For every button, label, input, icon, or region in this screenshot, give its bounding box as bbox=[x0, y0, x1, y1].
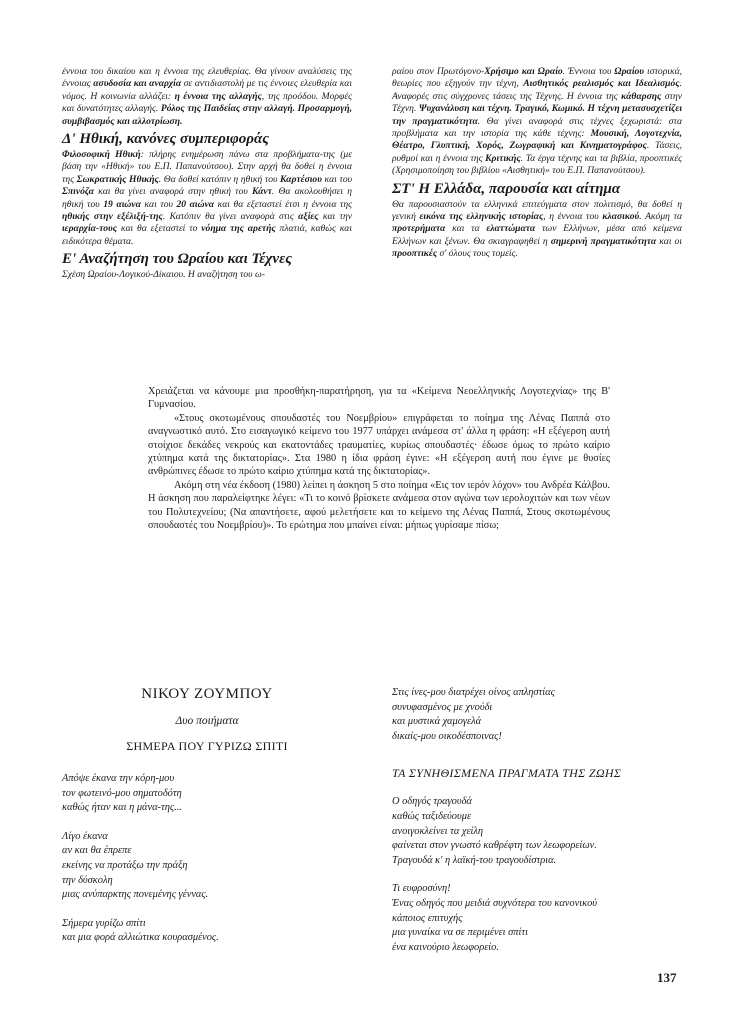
poem-line: αν και θα έπρεπε bbox=[62, 845, 132, 857]
poem-2-stanza bbox=[392, 882, 692, 955]
paragraph-beauty-cont: ραίου στον Πρωτόγονο-Χρήσιμο και Ωραίο. Έννοια του Ωραίου ιστορικά, θεωρίες που εξηγούν την τέχνη, Αισθητικός ρεαλισμός και Ιδεαλισμός. Αναφορές στις σύγχρονες τάσεις της Τέχνης. Η έννοια της κάθαρσης στην Τέχνη. Ψυχανάλυση και τέχνη. Τραγικό, Κωμικό. Η τέχνη μετασυσχετίζει την πραγματικότητα. Θα γίνει αναφορά στις τέχνες ξεχωριστά: στα προβλήματα και την ιστορία της κάθε τέχνης: Μουσική, Λογοτεχνία, Θέατρο, Γλυπτική, Χορός, Ζωγραφική και Κινηματογράφος. Τάσεις, ρυθμοί και η έννοια της Κριτικής. Τα έργα τέχνης και τα βιβλία, προοπτικές (Χρησιμοποίηση του βιβλίου «Αισθητική» του Ε.Π. Παπανούτσου). bbox=[392, 66, 682, 177]
poem-line: ανοιγοκλείνει τα χείλη bbox=[392, 825, 484, 837]
poem-line: την δύσκολη bbox=[62, 874, 113, 886]
poems-right-column bbox=[392, 686, 692, 969]
section-heading-greece: ΣΤ' Η Ελλάδα, παρουσία και αίτημα bbox=[392, 180, 621, 197]
poem-1-stanza bbox=[62, 772, 352, 816]
poem-line: μια γυναίκα να σε περιμένει σπίτι bbox=[392, 927, 528, 939]
poem-2-title: ΤΑ ΣΥΝΗΘΙΣΜΕΝΑ ΠΡΑΓΜΑΤΑ ΤΗΣ ΖΩΗΣ bbox=[392, 766, 622, 781]
poem-2-stanza bbox=[392, 795, 692, 868]
section-heading-ethics: Δ' Ηθική, κανόνες συμπεριφοράς bbox=[62, 131, 269, 148]
note-paragraph-3: Ακόμη στη νέα έκδοση (1980) λείπει η άσκηση 5 στο ποίημα «Εις τον ιερόν λόχον» του Ανδρέα Κάλβου. Η άσκηση που παραλείφτηκε λέγει: «Τι το κοινό βρίσκετε ανάμεσα στον αγώνα των ιερολοχιτών και των νέων του Πολυτεχνείου; (Να απαντήσετε, αφού μελετήσετε και το κείμενο της Λένας Παππά, Στους σκοτωμένους σπουδαστές του Νοεμβρίου)». Το ερώτημα που μπαίνει είναι: μήπως γυρίσαμε πίσω; bbox=[148, 479, 610, 532]
paragraph-greece: Θα παρουσιαστούν τα ελληνικά επιτεύγματα στον πολιτισμό, θα δοθεί η γενική εικόνα της ελληνικής ιστορίας, η έννοια του κλασικού. Ακόμη τα προτερήματα και τα ελαττώματα των Ελλήνων, μέσα από κείμενα Ελλήνων και ξένων. Θα σκιαγραφηθεί η σημερινή πραγματικότητα και οι προοπτικές σ' όλους τους τομείς. bbox=[392, 198, 682, 260]
poem-line: ένα καινούριο λεωφορείο. bbox=[392, 941, 499, 953]
poem-line: Στις ίνες-μου διατρέχει οίνος απληστίας bbox=[392, 687, 555, 698]
poem-line: φαίνεται στον γνωστό καθρέφτη των λεωφορείων. bbox=[392, 840, 597, 852]
left-column bbox=[62, 66, 352, 282]
poem-line: Λίγο έκανα bbox=[62, 830, 108, 842]
poem-line: Απόψε έκανα την κόρη-μου bbox=[62, 773, 175, 784]
poem-1-stanza bbox=[62, 917, 352, 946]
poem-line: εκείνης να προτάξω την πράξη bbox=[62, 859, 188, 871]
poem-1-stanza-continued bbox=[392, 686, 692, 744]
paragraph-beauty-start: Σχέση Ωραίου-Λογικού-Δίκαιου. Η αναζήτηση του ω- bbox=[62, 269, 265, 281]
poems-left-column bbox=[62, 686, 352, 960]
poem-line: Τι ευφροσύνη! bbox=[392, 883, 451, 895]
poem-line: και μυστικά χαμογελά bbox=[392, 716, 482, 728]
poem-line: Ο οδηγός τραγουδά bbox=[392, 796, 472, 808]
note-paragraph-2: «Στους σκοτωμένους σπουδαστές του Νοεμβρίου» επιγράφεται το ποίημα της Λένας Παππά στο αναγνωστικό αυτό. Στο εισαγωγικό κείμενο του 1977 υπάρχει ανάμεσα στ' άλλα η φράση: «Η εξέγερση αυτή στοίχισε δεκάδες νεκρούς και εκατοντάδες τραυματίες, κυρίως σπουδαστές· έδωσε όμως το πρώτο καίριο χτύπημα κατά της δικτατορίας». Στα 1980 η ίδια φράση έγινε: «Η εξέγερση αυτή που έγινε με θυσίες ανθρώπινες έδωσε το πρώτο καίριο χτύπημα κατά της δικτατορίας». bbox=[148, 412, 610, 478]
poem-line: Ένας οδηγός που μειδιά συχνότερα του κανονικού bbox=[392, 897, 598, 909]
page-number: 137 bbox=[657, 970, 677, 985]
right-column bbox=[392, 66, 682, 261]
poem-line: καθώς ταξιδεύουμε bbox=[392, 810, 472, 822]
poet-name: ΝΙΚΟΥ ΖΟΥΜΠΟΥ bbox=[141, 686, 273, 702]
paragraph-ethics: Φιλοσοφική Ηθική: πλήρης ενημέρωση πάνω στα προβλήματα-της (με βάση την «Ηθική» του Ε.Π. Παπανούτσου). Στην αρχή θα δοθεί η έννοια της Σωκρατικής Ηθικής. Θα δοθεί κατόπιν η ηθική του Καρτέσιου και του Σπινόζα και θα γίνει αναφορά στην ηθική του Κάντ. Θα ακολουθήσει η ηθική του 19 αιώνα και του 20 αιώνα και θα εξεταστεί έτσι η έννοια της ηθικής στην εξέλιξή-της. Κατόπιν θα γίνει αναφορά στις αξίες και την ιεραρχία-τους και θα εξεταστεί το νόημα της αρετής πλατιά, καθώς και ειδικότερα θέματα. bbox=[62, 149, 353, 247]
poem-line: Σήμερα γυρίζω σπίτι bbox=[62, 917, 146, 929]
note-paragraph-1: Χρειάζεται να κάνουμε μια προσθήκη-παρατήρηση, για τα «Κείμενα Νεοελληνικής Λογοτεχνίας» της Β' Γυμνασίου. bbox=[148, 386, 610, 411]
poem-line: τον φωτεινό-μου σηματοδότη bbox=[62, 787, 182, 799]
poem-line: Τραγουδά κ' η λαϊκή-του τραγουδίστρια. bbox=[392, 854, 557, 866]
poem-line: δικαίς-μου οικοδέσποινας! bbox=[392, 730, 502, 742]
poem-line: καθώς ήταν και η μάνα-της... bbox=[62, 802, 182, 814]
poem-line: κάποιος επιτυχής bbox=[392, 912, 463, 924]
poem-line: μιας ανύπαρκτης πονεμένης γέννας. bbox=[62, 889, 209, 901]
poem-1-title: ΣΗΜΕΡΑ ΠΟΥ ΓΥΡΙΖΩ ΣΠΙΤΙ bbox=[126, 739, 288, 753]
poem-line: συνυφασμένος με χνούδι bbox=[392, 701, 493, 713]
poems-subtitle: Δυο ποιήματα bbox=[175, 715, 239, 727]
editorial-note bbox=[148, 385, 610, 532]
paragraph-freedom: έννοια του δικαίου και η έννοια της ελευθερίας. Θα γίνουν αναλύσεις της έννοιας ασυδοσία και αναρχία σε αντιδιαστολή με τις έννοιες ελευθερία και νόμος. Η κοινωνία αλλάζει: η έννοια της αλλαγής, της προόδου. Μορφές και δυνατότητες αλλαγής. Ρόλος της Παιδείας στην αλλαγή. Προσαρμογή, συμβιβασμός και αλλοτρίωση. bbox=[62, 66, 353, 127]
poem-line: και μια φορά αλλιώτικα κουρασμένος. bbox=[62, 932, 219, 944]
section-heading-beauty: Ε' Αναζήτηση του Ωραίου και Τέχνες bbox=[62, 251, 292, 268]
poem-1-stanza bbox=[62, 830, 352, 903]
